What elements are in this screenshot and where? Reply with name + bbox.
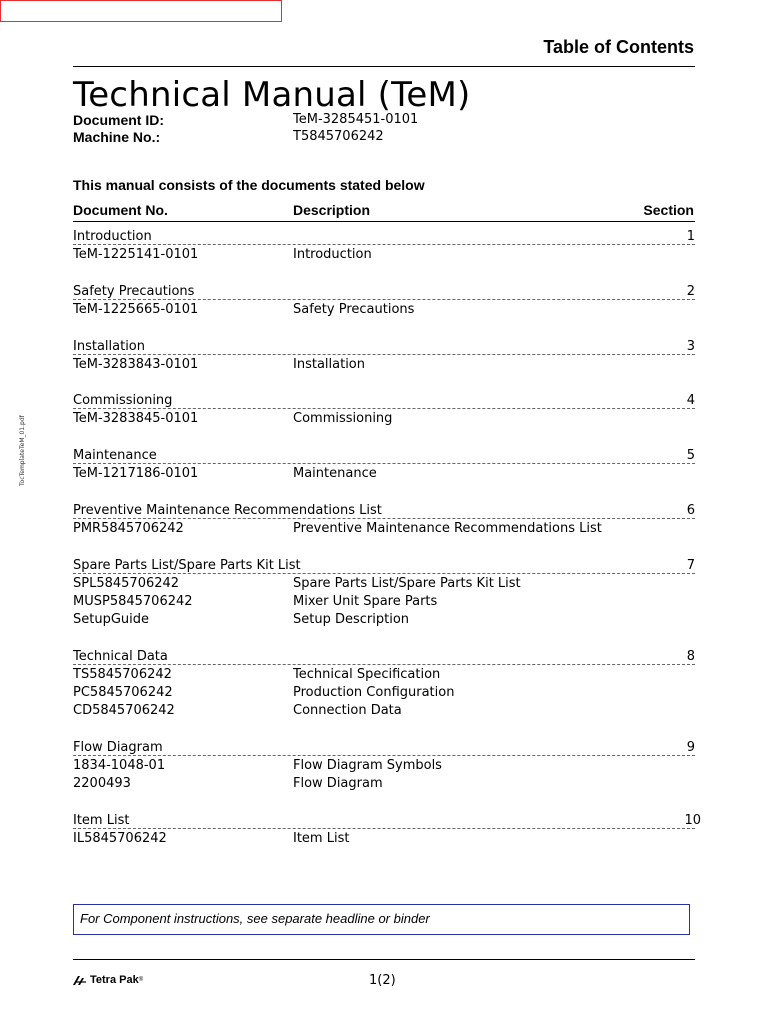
document-description: Flow Diagram <box>293 776 383 792</box>
column-header-description: Description <box>293 202 371 218</box>
document-row <box>73 411 703 429</box>
document-row <box>73 521 703 539</box>
document-description: Setup Description <box>293 612 410 628</box>
document-id-value: TeM-3285451-0101 <box>293 112 419 127</box>
document-description: Installation <box>293 357 366 372</box>
note-text: For Component instructions, see separate headline or binder <box>80 911 430 926</box>
document-row <box>73 758 703 776</box>
section-number: 7 <box>686 558 695 573</box>
dotted-leader <box>73 755 695 756</box>
document-row <box>73 685 703 703</box>
document-number: TeM-1225665-0101 <box>73 302 199 317</box>
section-number: 2 <box>686 284 695 299</box>
section-title: Introduction <box>73 229 152 244</box>
column-header-section: Section <box>643 202 694 218</box>
document-description: Item List <box>293 831 350 846</box>
section-heading-row <box>73 558 703 576</box>
document-number: TeM-1225141-0101 <box>73 247 199 262</box>
dotted-leader <box>73 354 695 355</box>
dotted-leader <box>73 573 695 574</box>
document-number: IL5845706242 <box>73 831 167 846</box>
document-id-row <box>73 112 695 130</box>
section-heading-row <box>73 503 703 521</box>
section-title: Technical Data <box>73 649 168 664</box>
section-number: 6 <box>686 503 695 518</box>
section-title: Item List <box>73 813 130 828</box>
document-number: CD5845706242 <box>73 703 175 719</box>
page-number: 1(2) <box>369 973 396 988</box>
brand-logo <box>73 974 143 986</box>
section-heading-row <box>73 813 703 831</box>
document-description: Commissioning <box>293 411 393 426</box>
document-number: TeM-1217186-0101 <box>73 466 199 481</box>
document-description: Introduction <box>293 247 372 262</box>
document-row <box>73 612 703 630</box>
toc-section <box>73 229 703 265</box>
document-number: TS5845706242 <box>73 667 172 682</box>
document-row <box>73 357 703 375</box>
document-title: Technical Manual (TeM) <box>73 75 471 115</box>
dotted-leader <box>73 664 695 665</box>
section-title: Spare Parts List/Spare Parts Kit List <box>73 558 301 573</box>
section-heading-row <box>73 339 703 357</box>
section-number: 3 <box>686 339 695 354</box>
document-number: MUSP5845706242 <box>73 594 193 610</box>
section-title: Flow Diagram <box>73 740 163 755</box>
marker-box <box>0 0 282 22</box>
document-id-label: Document ID: <box>73 112 164 128</box>
section-heading-row <box>73 393 703 411</box>
section-heading-row <box>73 229 703 247</box>
machine-no-row <box>73 129 695 147</box>
document-description: Flow Diagram Symbols <box>293 758 442 773</box>
section-title: Safety Precautions <box>73 284 195 299</box>
section-heading-row <box>73 649 703 667</box>
document-number: 2200493 <box>73 776 131 792</box>
document-row <box>73 831 703 849</box>
document-number: SetupGuide <box>73 612 150 628</box>
section-number: 4 <box>686 393 695 408</box>
footer-divider <box>73 959 695 960</box>
toc-section <box>73 813 703 849</box>
section-number: 5 <box>686 448 695 463</box>
toc-section <box>73 393 703 429</box>
document-number: PMR5845706242 <box>73 521 184 536</box>
document-row <box>73 302 703 320</box>
column-header-doc-no: Document No. <box>73 202 168 218</box>
dotted-leader <box>73 299 695 300</box>
document-description: Technical Specification <box>293 667 441 682</box>
section-number: 10 <box>684 813 701 828</box>
document-row <box>73 466 703 484</box>
document-description: Maintenance <box>293 466 377 481</box>
section-title: Commissioning <box>73 393 173 408</box>
document-row <box>73 667 703 685</box>
toc-section <box>73 448 703 484</box>
toc-section <box>73 649 703 722</box>
section-title: Installation <box>73 339 146 354</box>
document-description: Safety Precautions <box>293 302 415 317</box>
document-number: PC5845706242 <box>73 685 173 701</box>
machine-no-label: Machine No.: <box>73 129 161 145</box>
document-row <box>73 576 703 594</box>
toc-section <box>73 558 703 631</box>
dotted-leader <box>73 463 695 464</box>
document-number: TeM-3283845-0101 <box>73 411 199 426</box>
section-heading-row <box>73 448 703 466</box>
document-description: Spare Parts List/Spare Parts Kit List <box>293 576 521 591</box>
machine-no-value: T5845706242 <box>293 129 384 144</box>
note-box <box>73 904 690 935</box>
section-title: Maintenance <box>73 448 157 463</box>
dotted-leader <box>73 828 695 829</box>
tetra-pak-logo-icon <box>73 974 87 986</box>
intro-text: This manual consists of the documents stated below <box>73 177 425 193</box>
section-number: 9 <box>686 740 695 755</box>
document-description: Production Configuration <box>293 685 455 701</box>
section-heading-row <box>73 284 703 302</box>
dotted-leader <box>73 408 695 409</box>
column-header-divider <box>73 221 695 222</box>
document-description: Mixer Unit Spare Parts <box>293 594 438 610</box>
document-number: 1834-1048-01 <box>73 758 166 773</box>
toc-section <box>73 284 703 320</box>
brand-name: Tetra Pak <box>90 974 139 986</box>
section-title: Preventive Maintenance Recommendations List <box>73 503 382 518</box>
dotted-leader <box>73 518 695 519</box>
section-heading-row <box>73 740 703 758</box>
header-divider <box>73 66 695 67</box>
document-row <box>73 703 703 721</box>
document-row <box>73 247 703 265</box>
registered-mark: ® <box>138 977 144 983</box>
document-number: SPL5845706242 <box>73 576 180 591</box>
section-number: 8 <box>686 649 695 664</box>
toc-section <box>73 503 703 539</box>
document-description: Connection Data <box>293 703 402 719</box>
side-file-label: TocTemplateTeM_01.pdf <box>19 415 26 486</box>
document-row <box>73 776 703 794</box>
toc-section <box>73 740 703 794</box>
dotted-leader <box>73 244 695 245</box>
toc-section <box>73 339 703 375</box>
document-description: Preventive Maintenance Recommendations List <box>293 521 602 536</box>
document-row <box>73 594 703 612</box>
page-header-title: Table of Contents <box>543 37 694 57</box>
document-number: TeM-3283843-0101 <box>73 357 199 372</box>
section-number: 1 <box>686 229 695 244</box>
